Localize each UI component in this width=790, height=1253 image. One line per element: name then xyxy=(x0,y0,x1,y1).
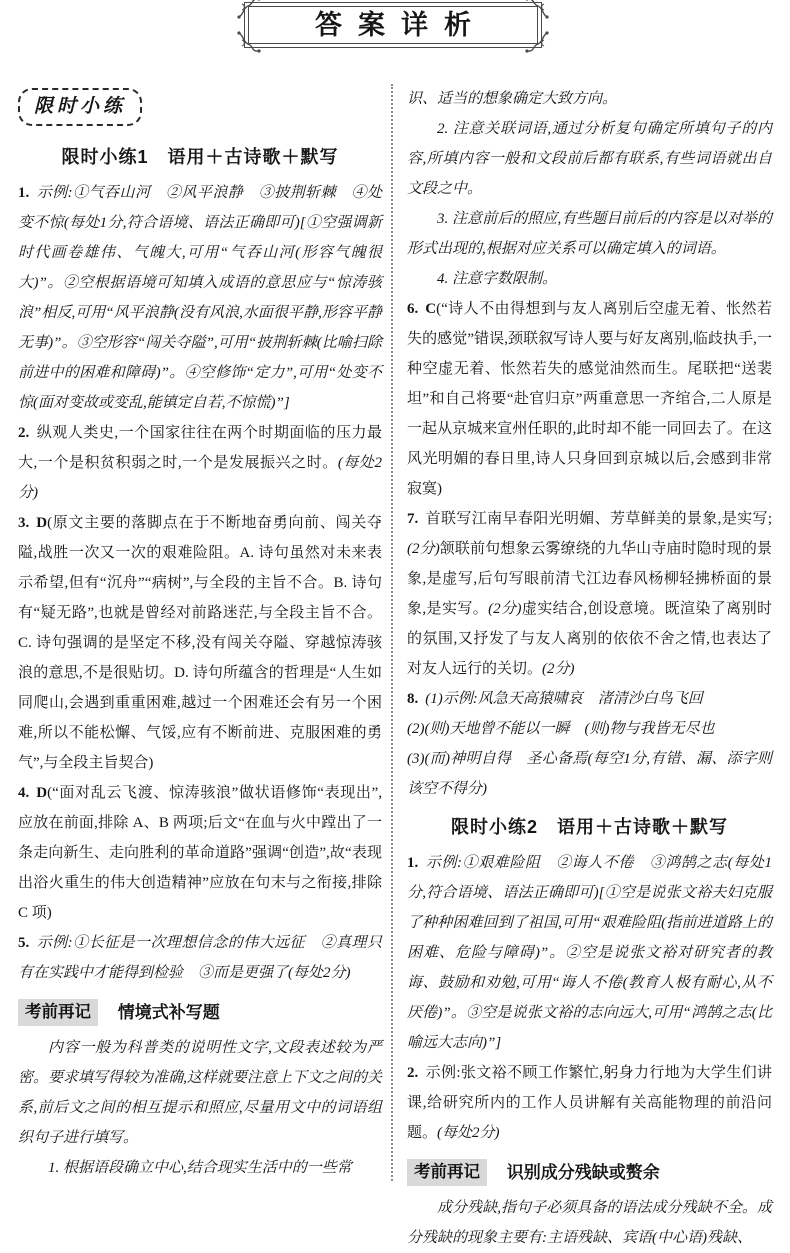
review-tip: 4. 注意字数限制。 xyxy=(437,271,558,287)
answer-item-8 xyxy=(407,684,772,804)
timed-practice-badge-label: 限时小练 xyxy=(34,96,127,117)
review-note-header xyxy=(18,996,382,1029)
review-paragraph: 1. 根据语段确立中心,结合现实生活中的一些常 xyxy=(48,1159,352,1176)
dictation-line: (1)示例:风急天高猿啸哀 渚清沙白鸟飞回 xyxy=(425,691,703,707)
review-badge: 考前再记 xyxy=(407,1159,487,1186)
right-column xyxy=(407,84,772,1253)
section-heading-2: 限时小练2 语用＋古诗歌＋默写 xyxy=(450,817,728,837)
answer-item-2 xyxy=(18,418,382,508)
dictation-line: (3)(而)神明自得 圣心备焉(每空1分,有错、漏、添字则该空不得分) xyxy=(407,751,772,797)
section-heading-1: 限时小练1 语用＋古诗歌＋默写 xyxy=(61,147,339,167)
item-number: 7. xyxy=(407,511,419,527)
item-number: 2. xyxy=(407,1065,419,1081)
answer-item-3 xyxy=(18,508,382,778)
review-paragraph-continued: 识、适当的想象确定大致方向。 xyxy=(407,91,618,107)
answer-item-s2-2 xyxy=(407,1058,772,1148)
answer-letter: C xyxy=(425,301,437,317)
item-number: 5. xyxy=(18,935,30,951)
left-column xyxy=(18,84,382,1183)
answer-text: 纵观人类史,一个国家往往在两个时期面临的压力最大,一个是积贫积弱之时,一个是发展振兴之时。 xyxy=(18,425,382,471)
item-number: 6. xyxy=(407,301,419,317)
answer-text: (原文主要的落脚点在于不断地奋勇向前、闯关夺隘,战胜一次又一次的艰难险阻。A. 诗句虽然对未来表示希望,但有“沉舟”“病树”,与全段的主旨不合。B. 诗句有“疑无路”,也就是曾经对前路迷茫,与全段主旨不合。C. 诗句强调的是坚定不移,没有闯关夺隘、穿越惊涛骇浪的意思,不是很贴切。D. 诗句所蕴含的哲理是“人生如同爬山,会遇到重重困难,越过一个困难还会有另一个困难,所以不能松懈、气馁,应有不断前进、克服困难的勇气”,与全段主旨契合) xyxy=(18,515,382,771)
score-note: (每处2分) xyxy=(18,455,382,501)
review-tip: 3. 注意前后的照应,有些题目前后的内容是以对举的形式出现的,根据对应关系可以确定填入的词语。 xyxy=(407,211,772,257)
title-inner-border xyxy=(248,6,538,44)
answer-text: 示例:①艰难险阻 ②诲人不倦 ③鸿鹄之志(每处1分,符合语境、语法正确即可)[①空是说张文裕夫妇克服了种种困难回到了祖国,可用“艰难险阻(指前进道路上的困难、危险与障碍)”。②空是说张文裕对研究者的教诲、鼓励和劝勉,可用“诲人不倦(教育人极有耐心,从不厌倦)”。③空是说张文裕的志向远大,可用“鸿鹄之志(比喻远大志向)”] xyxy=(407,855,772,1051)
review-paragraph: 成分残缺,指句子必须具备的语法成分残缺不全。成分残缺的现象主要有:主语残缺、宾语(中心语)残缺、 xyxy=(407,1199,772,1246)
answer-text: 虚实结合,创设意境。既渲染了离别时的氛围,又抒发了与友人离别的依依不舍之情,也表达了对友人远行的关切。 xyxy=(407,601,772,677)
answer-item-6 xyxy=(407,294,772,504)
dictation-line: (2)(则)天地曾不能以一瞬 (则)物与我皆无尽也 xyxy=(407,721,715,737)
answer-letter: D xyxy=(36,785,48,801)
answer-letter: D xyxy=(36,515,48,531)
answer-text: 示例:①气吞山河 ②风平浪静 ③披荆斩棘 ④处变不惊(每处1分,符合语境、语法正确即可)[①空强调新时代画卷雄伟、气魄大,可用“气吞山河(形容气魄很大)”。②空根据语境可知填入成语的意思应与“惊涛骇浪”相反,可用“风平浪静(没有风浪,水面很平静,形容平静无事)”。③空形容“闯关夺隘”,可用“披荆斩棘(比喻扫除前进中的困难和障碍)”。④空修饰“定力”,可用“处变不惊(面对变故或变乱,能镇定自若,不惊慌)”] xyxy=(18,185,382,411)
review-paragraph: 内容一般为科普类的说明性文字,文段表述较为严密。要求填写得较为准确,这样就要注意上下文之间的关系,前后文之间的相互提示和照应,尽量用文中的词语组织句子进行填写。 xyxy=(18,1039,382,1146)
score-note: (2分) xyxy=(407,541,440,557)
answer-text: 示例:张文裕不顾工作繁忙,躬身力行地为大学生们讲课,给研究所内的工作人员讲解有关高能物理的前沿问题。 xyxy=(407,1065,772,1141)
review-title: 识别成分残缺或赘余 xyxy=(506,1162,660,1182)
answer-text: 颔联前句想象云雾缭绕的九华山寺庙时隐时现的景象,是虚写,后句写眼前清弋江边春风杨柳轻拂桥面的景象,是实写。 xyxy=(407,541,772,617)
item-number: 2. xyxy=(18,425,30,441)
score-note: (2分) xyxy=(542,661,575,677)
review-badge: 考前再记 xyxy=(18,999,98,1026)
answer-item-1 xyxy=(18,178,382,418)
answer-item-4 xyxy=(18,778,382,928)
answer-text: (“面对乱云飞渡、惊涛骇浪”做状语修饰“表现出”,应放在前面,排除 A、B 两项;后文“在血与火中蹚出了一条走向新生、走向胜利的革命道路”强调“创造”,故“表现出浴火重生的伟大创造精神”应放在句末与之衔接,排除 C 项) xyxy=(18,785,382,921)
answer-item-s2-1 xyxy=(407,848,772,1058)
timed-practice-badge xyxy=(18,88,142,126)
review-note-header xyxy=(407,1156,772,1189)
item-number: 3. xyxy=(18,515,30,531)
column-divider xyxy=(391,84,393,1181)
answers-title-frame xyxy=(244,2,542,48)
item-number: 8. xyxy=(407,691,419,707)
answer-item-5 xyxy=(18,928,382,988)
item-number: 1. xyxy=(18,185,30,201)
item-number: 1. xyxy=(407,855,419,871)
score-note: (每处2分) xyxy=(437,1125,500,1141)
review-title: 情境式补写题 xyxy=(117,1002,220,1022)
item-number: 4. xyxy=(18,785,30,801)
answer-item-7 xyxy=(407,504,772,684)
answer-text: (“诗人不由得想到与友人离别后空虚无着、怅然若失的感觉”错误,颈联叙写诗人要与好友离别,临歧执手,一种空虚无着、怅然若失的感觉油然而生。尾联把“送裴坦”和自己将要“赴官归京”两重意思一齐绾合,二人原是一起从京城来宣州任职的,此时却不能一同回去了。在这风光明媚的春日里,诗人只身回到京城以后,会感到非常寂寞) xyxy=(407,301,772,497)
score-note: (2分) xyxy=(488,601,522,617)
review-tip: 2. 注意关联词语,通过分析复句确定所填句子的内容,所填内容一般和文段前后都有联系,有些词语就出自文段之中。 xyxy=(407,121,772,197)
answer-text: 首联写江南早春阳光明媚、芳草鲜美的景象,是实写; xyxy=(425,511,772,527)
page-title: 答案详析 xyxy=(315,10,487,40)
answer-text: 示例:①长征是一次理想信念的伟大远征 ②真理只有在实践中才能得到检验 ③而是更强了(每处2分) xyxy=(18,935,382,981)
